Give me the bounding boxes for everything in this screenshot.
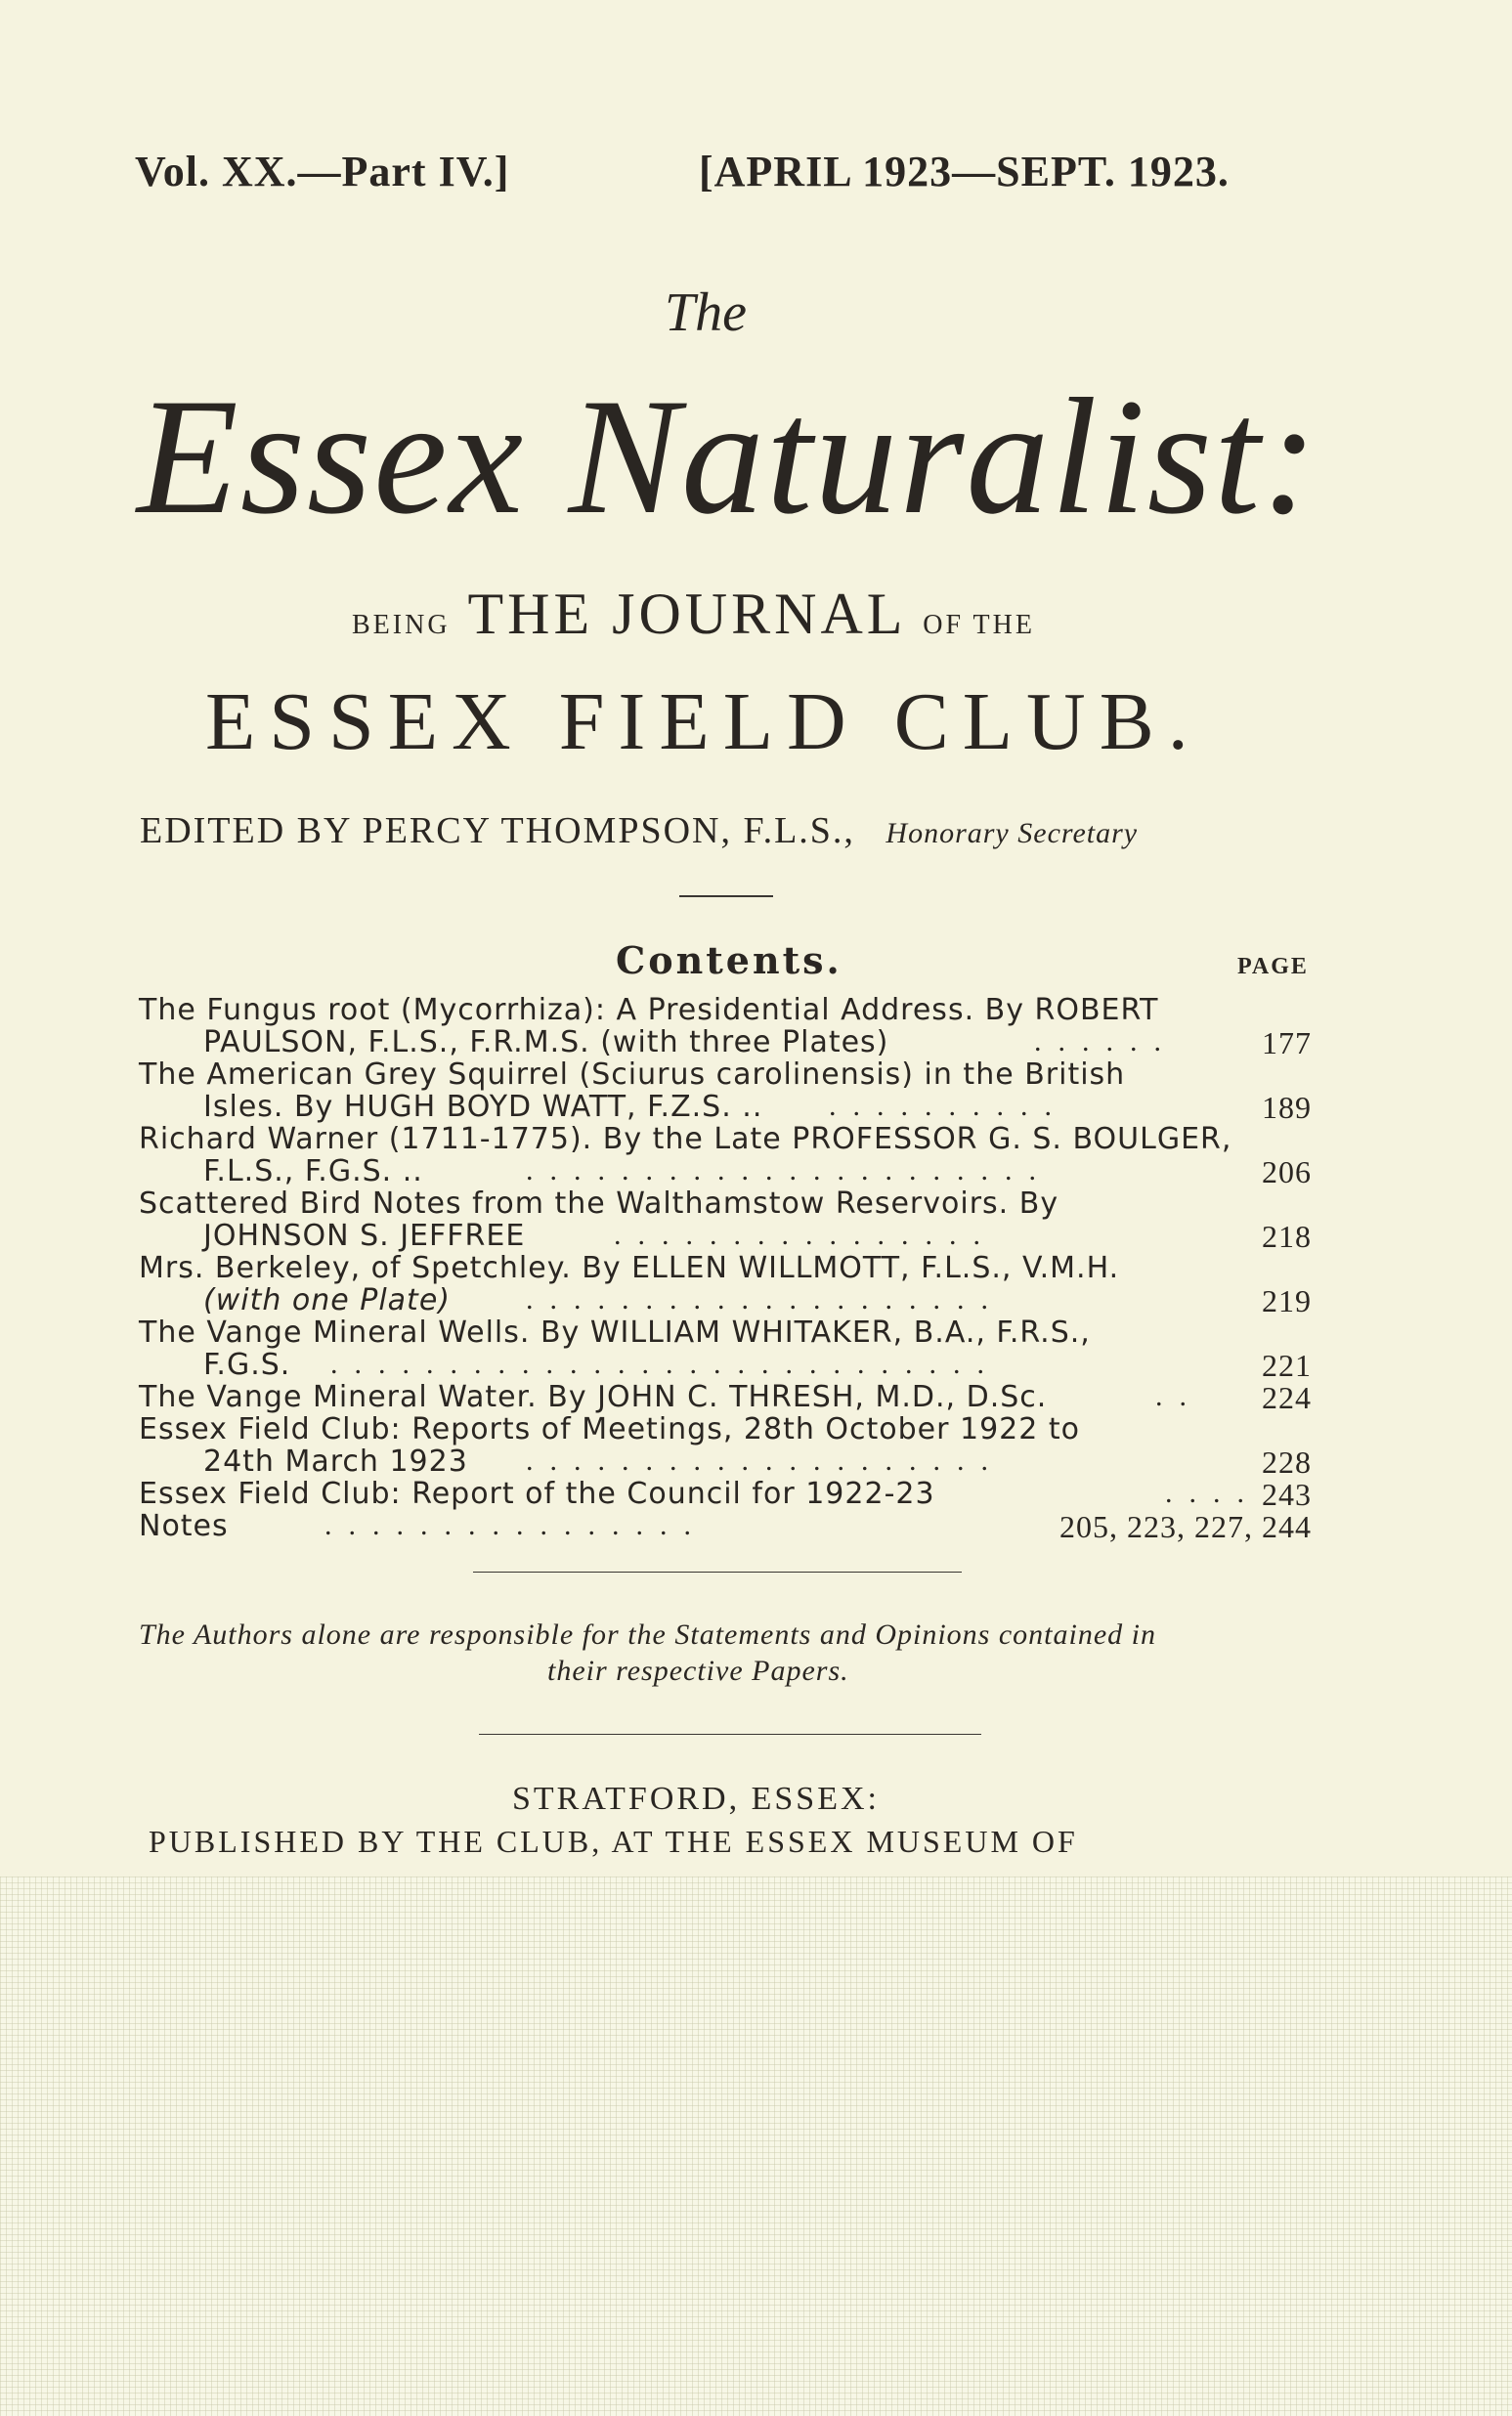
imprint-place: STRATFORD, ESSEX: xyxy=(512,1781,880,1817)
title-the: The xyxy=(665,282,747,343)
journal-title: Essex Naturalist: xyxy=(137,365,1319,548)
journal-subtitle xyxy=(352,581,1035,648)
of-the-text: OF THE xyxy=(923,610,1035,640)
imprint-publisher: PUBLISHED BY THE CLUB, AT THE ESSEX MUSEUM OF xyxy=(149,1824,1078,1859)
toc-line: The Fungus root (Mycorrhiza): A Presidential Address. By ROBERT xyxy=(139,993,1159,1027)
being-text: BEING xyxy=(352,610,451,640)
page-number: 224 xyxy=(1262,1380,1312,1415)
page-number: 218 xyxy=(1262,1219,1312,1254)
toc-line: F.G.S. ............................ 221 xyxy=(203,1348,1312,1383)
blank-grid-area xyxy=(0,1877,1512,2416)
toc-line: The Vange Mineral Water. By JOHN C. THRESH, M.D., D.Sc. .. 224 xyxy=(139,1380,1312,1415)
toc-line: The Vange Mineral Wells. By WILLIAM WHITAKER, B.A., F.R.S., xyxy=(139,1316,1091,1350)
disclaimer-line-1: The Authors alone are responsible for the Statements and Opinions contained in xyxy=(139,1618,1156,1651)
page-number: 177 xyxy=(1262,1025,1312,1060)
date-range: [APRIL 1923—SEPT. 1923. xyxy=(699,148,1230,195)
disclaimer-line-2: their respective Papers. xyxy=(547,1655,849,1687)
editor-role: Honorary Secretary xyxy=(886,817,1139,849)
contents-heading: Contents. xyxy=(616,938,842,982)
page-number: 206 xyxy=(1262,1154,1312,1189)
club-name: ESSEX FIELD CLUB. xyxy=(205,676,1202,767)
page-number: 228 xyxy=(1262,1445,1312,1480)
toc-line: Scattered Bird Notes from the Walthamstow Reservoirs. By xyxy=(139,1186,1059,1221)
edited-by-text: EDITED BY xyxy=(140,810,352,851)
toc-line: Essex Field Club: Report of the Council for 1922-23 .... 243 xyxy=(139,1477,1312,1512)
editor-credit xyxy=(140,809,1138,852)
toc-line: Richard Warner (1711-1775). By the Late PROFESSOR G. S. BOULGER, xyxy=(139,1122,1232,1156)
divider-lower xyxy=(479,1734,981,1735)
toc-line: Mrs. Berkeley, of Spetchley. By ELLEN WILLMOTT, F.L.S., V.M.H. xyxy=(139,1251,1120,1285)
editor-name: PERCY THOMPSON, F.L.S., xyxy=(362,810,855,851)
page-number: 219 xyxy=(1262,1283,1312,1318)
toc-line: Isles. By HUGH BOYD WATT, F.Z.S. .. .......... 189 xyxy=(203,1090,1312,1125)
the-journal-text: THE JOURNAL xyxy=(467,582,905,646)
toc-line: Notes ................ 205, 223, 227, 244 xyxy=(139,1509,1312,1544)
toc-line: JOHNSON S. JEFFREE ................ 218 xyxy=(203,1219,1312,1254)
volume-part: Vol. XX.—Part IV.] xyxy=(135,148,510,195)
page-number: 221 xyxy=(1262,1348,1312,1383)
toc-line: 24th March 1923 .................... 228 xyxy=(203,1445,1312,1480)
toc-line: The American Grey Squirrel (Sciurus carolinensis) in the British xyxy=(139,1057,1126,1092)
page-number: 205, 223, 227, 244 xyxy=(1059,1509,1312,1544)
page-number: 189 xyxy=(1262,1090,1312,1125)
divider-middle xyxy=(473,1572,962,1573)
toc-line: PAULSON, F.L.S., F.R.M.S. (with three Plates) ...... 177 xyxy=(203,1025,1312,1060)
page-number: 243 xyxy=(1262,1477,1312,1512)
page-column-heading: PAGE xyxy=(1237,954,1309,979)
toc-line: F.L.S., F.G.S. .. ...................... 206 xyxy=(203,1154,1312,1189)
divider-short xyxy=(679,895,773,897)
toc-line: (with one Plate) .................... 219 xyxy=(203,1283,1312,1318)
toc-line: Essex Field Club: Reports of Meetings, 28th October 1922 to xyxy=(139,1412,1080,1446)
